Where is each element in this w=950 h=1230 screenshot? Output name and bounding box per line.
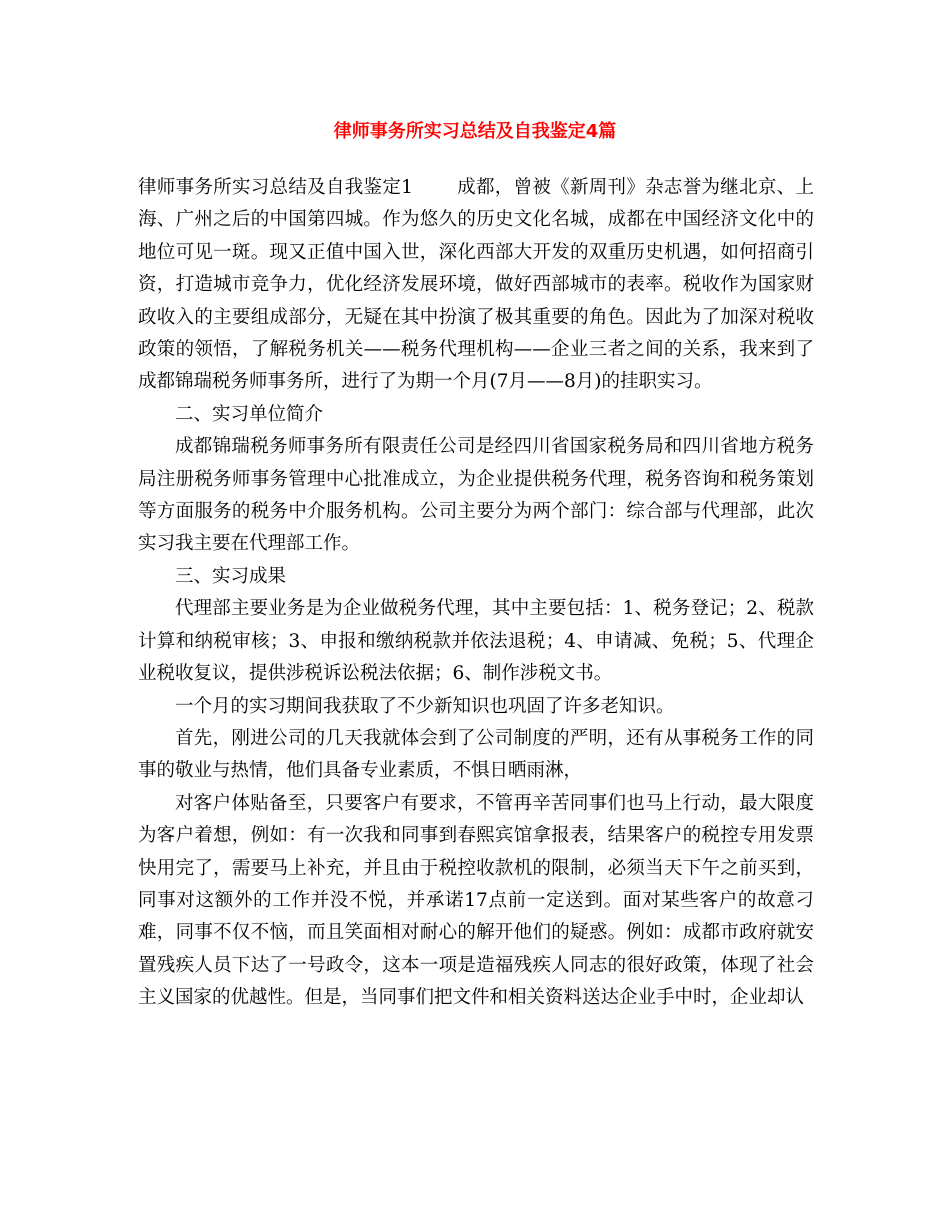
section-heading-unit: 二、实习单位简介: [175, 403, 324, 425]
paragraph-intro: [138, 172, 814, 399]
paragraph-clients: 对客户体贴备至，只要客户有要求，不管再辛苦同事们也马上行动，最大限度为客户着想，例如：有一次我和同事到春熙宾馆拿报表，结果客户的税控专用发票快用完了，需要马上补充，并且由于税控收款机的限制，必须当天下午之前买到，同事对这额外的工作并没不悦，并承诺17点前一定送到。面对某些客户的故意刁难，同事不仅不恼，而且笑面相对耐心的解开他们的疑惑。例如：成都市政府就安置残疾人员下达了一号政令，这本一项是造福残疾人同志的很好政策，体现了社会主义国家的优越性。但是，当同事们把文件和相关资料送达企业手中时，企业却认: [138, 792, 814, 1009]
intro-text: 成都，曾被《新周刊》杂志誉为继北京、上海、广州之后的中国第四城。作为悠久的历史文化名城，成都在中国经济文化中的地位可见一斑。现又正值中国入世，深化西部大开发的双重历史机遇，如何招商引资，打造城市竞争力，优化经济发展环境，做好西部城市的表率。税收作为国家财政收入的主要组成部分，无疑在其中扮演了极其重要的角色。因此为了加深对税收政策的领悟，了解税务机关——税务代理机构——企业三者之间的关系，我来到了成都锦瑞税务师事务所，进行了为期一个月(7月——8月)的挂职实习。: [138, 177, 814, 393]
paragraph-unit-intro: 成都锦瑞税务师事务所有限责任公司是经四川省国家税务局和四川省地方税务局注册税务师事务管理中心批准成立，为企业提供税务代理，税务咨询和税务策划等方面服务的税务中介服务机构。公司主要分为两个部门：综合部与代理部，此次实习我主要在代理部工作。: [138, 436, 814, 555]
intro-label: 律师事务所实习总结及自我鉴定1: [138, 177, 413, 198]
paragraph-first: 首先，刚进公司的几天我就体会到了公司制度的严明，还有从事税务工作的同事的敬业与热情，他们具备专业素质，不惧日晒雨淋，: [138, 727, 814, 782]
document-title: 律师事务所实习总结及自我鉴定4篇: [333, 121, 617, 142]
paragraph-summary: 一个月的实习期间我获取了不少新知识也巩固了许多老知识。: [175, 695, 675, 717]
document-body: [138, 172, 814, 1015]
paragraph-business: 代理部主要业务是为企业做税务代理，其中主要包括：1、税务登记；2、税款计算和纳税审核；3、申报和缴纳税款并依法退税；4、申请减、免税；5、代理企业税收复议，提供涉税诉讼税法依据；6、制作涉税文书。: [138, 598, 814, 685]
section-heading-results: 三、实习成果: [175, 565, 287, 587]
